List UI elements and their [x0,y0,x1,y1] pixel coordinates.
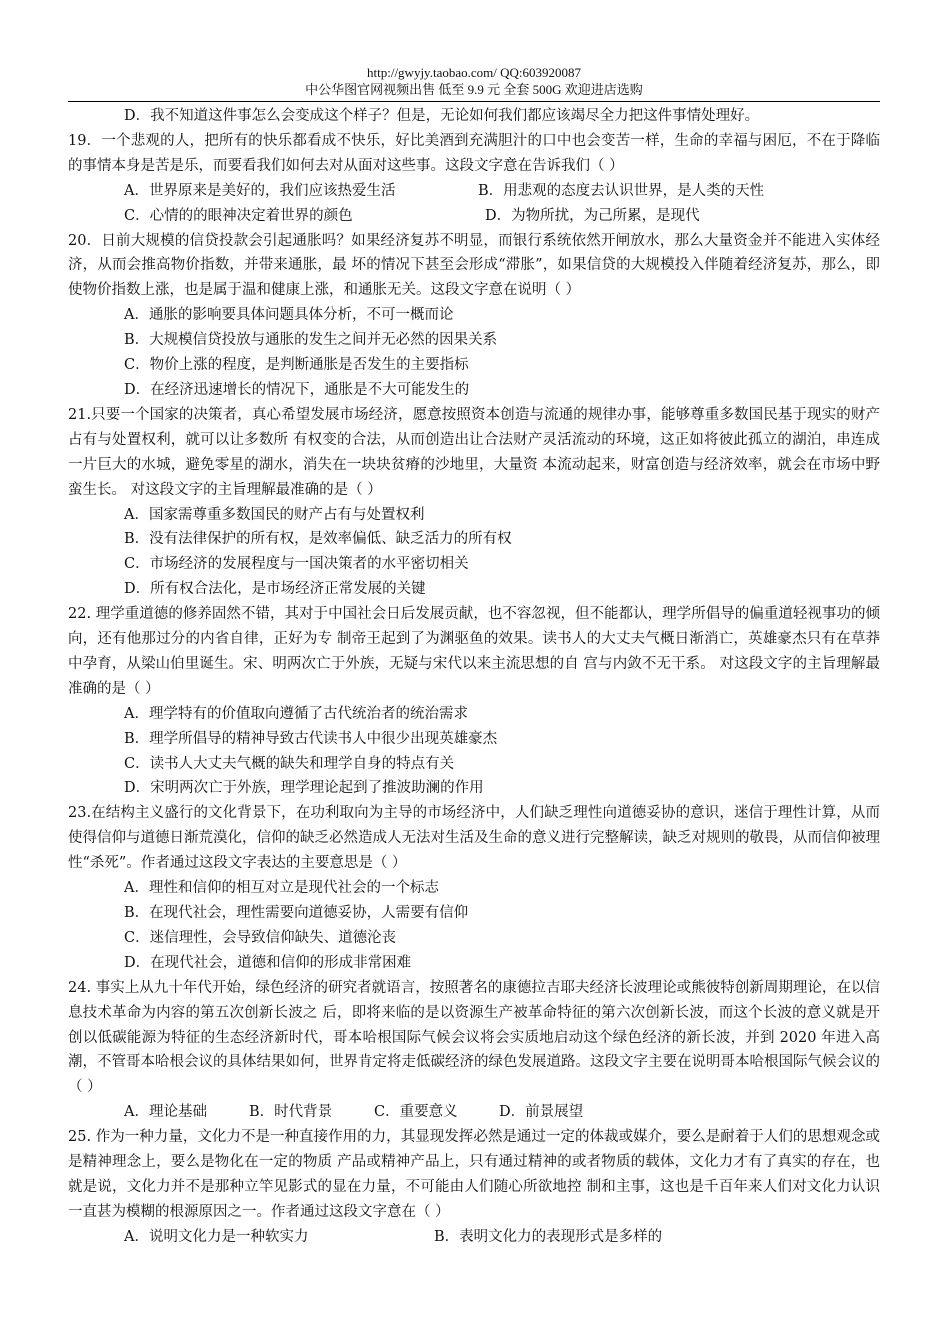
option-d: D．为物所扰，为己所累，是现代 [485,207,700,224]
option-b: B．理学所倡导的精神导致古代读书人中很少出现英雄豪杰 [124,730,498,747]
option-d: D．在现代社会，道德和信仰的形成非常困难 [124,954,412,971]
question-23 [68,801,880,975]
question-24 [68,976,880,1125]
question-25 [68,1125,880,1250]
question-stem: 23.在结构主义盛行的文化背景下，在功利取向为主导的市场经济中，人们缺乏理性向道德妥协的意识，迷信于理性计算，从而使得信仰与道德日渐荒漠化，信仰的缺乏必然造成人无法对生活及生命的意义进行完整解读，缺乏对规则的敬畏，从而信仰被理性“杀死”。作者通过这段文字表达的主要意思是（ ） [68,805,880,872]
option-a: A．理论基础 [124,1104,207,1121]
option-b: B．时代背景 [249,1104,333,1121]
option-a: A．理性和信仰的相互对立是现代社会的一个标志 [124,880,439,897]
question-19 [68,129,880,229]
option-a: A．国家需尊重多数国民的财产占有与处置权利 [124,506,425,523]
option-c: C．心情的的眼神决定着世界的颜色 [124,207,353,224]
header-url-line: http://gwyjy.taobao.com/ QQ:603920087 [367,65,581,80]
question-20 [68,229,880,403]
question-stem: 22. 理学重道德的修养固然不错，其对于中国社会日后发展贡献，也不容忽视，但不能都认，理学所倡导的偏重道轻视事功的倾向，还有他那过分的内省自律，正好为专 制帝王起到了为渊驱鱼的效果。读书人的大丈夫气概日渐消亡，英雄豪杰只有在草莽中孕育，从梁山伯里诞生。宋、明两次亡于外族，无疑与宋代以来主流思想的自 宫与内敛不无干系。 对这段文字的主旨理解最准确的是（ ） [68,606,880,697]
document-body [68,104,880,1250]
option-a: A．世界原来是美好的，我们应该热爱生活 [124,182,396,199]
option-b: B．表明文化力的表现形式是多样的 [434,1228,663,1245]
option-c: C．读书人大丈夫气概的缺失和理学自身的特点有关 [124,755,455,772]
option-b: B．在现代社会，理性需要向道德妥协，人需要有信仰 [124,905,469,921]
option-d: D．所有权合法化，是市场经济正常发展的关键 [124,581,426,598]
option-a: A．理学特有的价值取向遵循了古代统治者的统治需求 [124,705,468,722]
question-stem: 19．一个悲观的人，把所有的快乐都看成不快乐，好比美酒到充满胆汁的口中也会变苦一样，生命的幸福与困厄，不在于降临的事情本身是苦是乐，而要看我们如何去对从面对这些事。这段文字意在告诉我们（ ） [68,132,880,174]
question-stem: 25. 作为一种力量，文化力不是一种直接作用的力，其显现发挥必然是通过一定的体裁或媒介，要么是耐着于人们的思想观念或是精神理念上，要么是物化在一定的物质 产品或精神产品上，只有通过精神的或者物质的载体，文化力才有了真实的存在，也就是说，文化力并不是那种立竿见影式的显在力量，不可能由人们随心所欲地控 制和主事，这也是千百年来人们对文化力认识一直甚为模糊的根源原因之一。作者通过这段文字意在（ ） [68,1129,880,1220]
question-stem: 20．日前大规模的信贷投款会引起通胀吗？如果经济复苏不明显，而银行系统依然开闸放水，那么大量资金并不能进入实体经济，从而会推高物价指数，并带来通胀，最 坏的情况下甚至会形成“滞胀”，如果信贷的大规模投入伴随着经济复苏，那么，即使物价指数上涨，也是属于温和健康上涨，和通胀无关。这段文字意在说明（ ） [68,232,880,299]
option-row [68,179,880,204]
option-c: C．物价上涨的程度，是判断通胀是否发生的主要指标 [124,357,469,374]
question-stem: 24. 事实上从九十年代开始，绿色经济的研究者就语言，按照著名的康德拉吉耶夫经济长波理论或熊彼特创新周期理论，在以信息技术革命为内容的第五次创新长波之 后，即将来临的是以资源生产被革命特征的第六次创新长波，而这个长波的意义就是开创以低碳能源为特征的生态经济新时代，哥本哈根国际气候会议将会实质地启动这个绿色经济的新长波，并到 2020 年进入高潮，不管哥本哈根会议的具体结果如何，世界肯定将走低碳经济的绿色发展道路。这段文字主要在说明哥本哈根国际气候会议的（ ） [68,979,880,1096]
option-b: B．用悲观的态度去认识世界，是人类的天性 [478,182,765,199]
previous-question-option-d: D．我不知道这件事怎么会变成这个样子？但是，无论如何我们都应该竭尽全力把这件事情处理好。 [124,108,760,124]
option-row [68,204,880,229]
option-a: A．说明文化力是一种软实力 [124,1228,309,1245]
option-d: D．前景展望 [499,1104,584,1121]
option-c: C．市场经济的发展程度与一国决策者的水平密切相关 [124,556,469,573]
option-d: D．宋明两次亡于外族，理学理论起到了推波助澜的作用 [124,780,484,797]
option-b: B．大规模信贷投放与通胀的发生之间并无必然的因果关系 [124,332,498,349]
option-b: B．没有法律保护的所有权，是效率偏低、缺乏活力的所有权 [124,531,512,548]
header-divider [68,101,880,102]
question-21 [68,403,880,602]
header-ad-line: 中公华图官网视频出售 低至 9.9 元 全套 500G 欢迎进店选购 [305,82,643,97]
page-header [68,64,880,98]
option-row [68,1100,880,1125]
option-row [68,1225,880,1250]
option-c: C．迷信理性，会导致信仰缺失、道德沦丧 [124,929,397,946]
question-22 [68,602,880,801]
question-stem: 21.只要一个国家的决策者，真心希望发展市场经济，愿意按照资本创造与流通的规律办事，能够尊重多数国民基于现实的财产占有与处置权利，就可以让多数所 有权变的合法，从而创造出让合法财产灵活流动的环境，这正如将彼此孤立的湖泊，串连成一片巨大的水城，避免零星的湖水，消失在一块块贫瘠的沙地里，大量资 本流动起来，财富创造与经济效率，就会在市场中野蛮生长。 对这段文字的主旨理解最准确的是（ ） [68,406,880,498]
option-d: D．在经济迅速增长的情况下，通胀是不大可能发生的 [124,381,470,398]
option-c: C．重要意义 [374,1104,458,1121]
option-a: A．通胀的影响要具体问题具体分析，不可一概而论 [124,307,454,324]
